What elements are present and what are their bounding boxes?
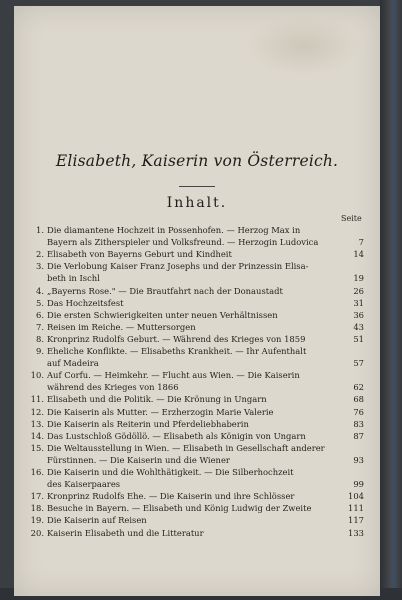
toc-entry (14, 406, 380, 418)
toc-entry-line: Die Kaiserin als Reiterin und Pferdeliebhaberin (47, 418, 249, 429)
toc-entry-line: beth in Ischl (47, 273, 100, 284)
toc-entry-line: Kaiserin Elisabeth und die Litteratur (47, 527, 204, 538)
toc-entry-number: 19. (30, 515, 44, 526)
book-title: Elisabeth, Kaiserin von Österreich. (55, 152, 339, 170)
toc-entry-number: 14. (30, 430, 44, 441)
toc-entry-line: Bayern als Zitherspieler und Volksfreund. — Herzogin Ludovica (47, 237, 319, 248)
toc-entry-line: des Kaiserpaares (47, 479, 121, 490)
toc-entry-number: 4. (36, 285, 44, 296)
toc-entry-title (47, 345, 330, 369)
toc-entry-line: auf Madeira (47, 358, 99, 369)
toc-entry-page: 68 (353, 394, 364, 405)
book-page (14, 6, 380, 596)
toc-entry (14, 321, 380, 333)
toc-entry-title (47, 333, 330, 345)
toc-entry (14, 345, 380, 369)
toc-entry-title (47, 406, 330, 418)
toc-entry-line: Das Lustschloß Gödöllö. — Elisabeth als Königin von Ungarn (47, 430, 306, 441)
toc-entry-line: während des Krieges von 1866 (47, 382, 179, 393)
toc-entry-page: 117 (348, 515, 364, 526)
toc-entry (14, 430, 380, 442)
toc-entry-number: 9. (36, 346, 44, 356)
toc-entry-page: 19 (353, 273, 364, 284)
toc-entry (14, 248, 380, 260)
toc-entry-title (47, 490, 330, 502)
toc-entry (14, 285, 380, 297)
toc-entry-number: 6. (36, 309, 44, 320)
page-stain (244, 16, 364, 76)
toc-entry-title (47, 297, 330, 309)
toc-entry (14, 466, 380, 490)
toc-entry-number: 10. (30, 370, 44, 381)
toc-entry-number: 13. (30, 418, 44, 429)
toc-entry-line: Auf Corfu. — Heimkehr. — Flucht aus Wien. — Die Kaiserin (47, 370, 300, 381)
toc-entry-line: Die Kaiserin als Mutter. — Erzherzogin Marie Valerie (47, 406, 274, 417)
toc-entry-line: Eheliche Konflikte. — Elisabeths Krankheit. — Ihr Aufenthalt (47, 346, 307, 356)
toc-entry-number: 12. (30, 406, 44, 417)
toc-entry-title (47, 309, 330, 321)
toc-entry (14, 502, 380, 514)
toc-entry-number: 17. (30, 491, 44, 502)
toc-entry-line: Reisen im Reiche. — Muttersorgen (47, 321, 196, 332)
toc-entry (14, 490, 380, 502)
toc-entry-page: 43 (353, 321, 364, 332)
toc-entry-page: 111 (348, 503, 364, 514)
toc-entry (14, 224, 380, 248)
toc-entry-page: 62 (353, 382, 364, 393)
toc-entry-title (47, 430, 330, 442)
toc-entry-line: Kronprinz Rudolfs Ehe. — Die Kaiserin und ihre Schlösser (47, 491, 295, 502)
toc-entry-page: 104 (348, 491, 364, 502)
toc-entry-line: Die diamantene Hochzeit in Possenhofen. — Herzog Max in (47, 225, 301, 235)
toc-entry-number: 20. (30, 527, 44, 538)
toc-entry-line: „Bayerns Rose." — Die Brautfahrt nach der Donaustadt (47, 285, 283, 296)
toc-entry-title (47, 514, 330, 526)
toc-entry-line: Die Weltausstellung in Wien. — Elisabeth in Gesellschaft anderer (47, 442, 325, 453)
toc-entry-title (47, 224, 330, 248)
toc-entry-line: Fürstinnen. — Die Kaiserin und die Wiener (47, 454, 230, 465)
toc-entry-number: 3. (36, 261, 44, 272)
toc-entry-page: 57 (353, 358, 364, 369)
toc-entry-title (47, 369, 330, 393)
toc-entry (14, 333, 380, 345)
toc-entry-line: Besuche in Bayern. — Elisabeth und König Ludwig der Zweite (47, 503, 312, 514)
toc-entry-line: Kronprinz Rudolfs Geburt. — Während des Krieges von 1859 (47, 333, 306, 344)
toc-entry-page: 36 (353, 309, 364, 320)
toc-entry-number: 11. (30, 394, 44, 405)
toc-entry-title (47, 466, 330, 490)
toc-entry-title (47, 502, 330, 514)
toc-entry-page: 26 (353, 285, 364, 296)
toc-entry-line: Die Kaiserin auf Reisen (47, 515, 147, 526)
cover-binding-strip (391, 0, 396, 600)
toc-entry-title (47, 285, 330, 297)
toc-entry-number: 18. (30, 503, 44, 514)
toc-entry-line: Die Kaiserin und die Wohlthätigkeit. — Die Silberhochzeit (47, 467, 294, 477)
toc-entry (14, 393, 380, 405)
toc-entry-page: 76 (353, 406, 364, 417)
toc-entry-line: Elisabeth von Bayerns Geburt und Kindheit (47, 249, 232, 260)
toc-entry-page: 51 (353, 333, 364, 344)
contents-heading: Inhalt. (166, 195, 228, 211)
toc-entry-title (47, 321, 330, 333)
toc-entry-page: 99 (353, 479, 364, 490)
toc-entry-title (47, 393, 330, 405)
toc-entry-line: Elisabeth und die Politik. — Die Krönung in Ungarn (47, 394, 267, 405)
toc-entry-page: 93 (353, 454, 364, 465)
toc-entry-line: Die Verlobung Kaiser Franz Josephs und der Prinzessin Elisa- (47, 261, 309, 272)
toc-entry (14, 418, 380, 430)
toc-entry-page: 87 (353, 430, 364, 441)
toc-entry-title (47, 418, 330, 430)
title-divider (179, 186, 215, 187)
toc-entry (14, 297, 380, 309)
toc-entry-number: 7. (36, 321, 44, 332)
toc-entry-title (47, 527, 330, 539)
toc-entry (14, 260, 380, 284)
toc-entry-title (47, 260, 330, 284)
page-column-label: Seite (341, 214, 362, 223)
toc-entry-title (47, 248, 330, 260)
toc-entry-number: 2. (36, 249, 44, 260)
toc-entry-number: 8. (36, 333, 44, 344)
toc-entry-page: 133 (348, 527, 364, 538)
toc-entry-number: 15. (30, 442, 44, 453)
toc-entry (14, 442, 380, 466)
toc-entry-line: Das Hochzeitsfest (47, 297, 124, 308)
toc-entry-page: 83 (353, 418, 364, 429)
toc-entry-number: 1. (36, 225, 44, 235)
toc-entry-page: 7 (358, 237, 364, 248)
toc-entry (14, 369, 380, 393)
toc-entry-page: 31 (353, 297, 364, 308)
toc-entry (14, 527, 380, 539)
toc-entry (14, 309, 380, 321)
toc-entry (14, 514, 380, 526)
toc-entry-page: 14 (353, 249, 364, 260)
toc-entry-line: Die ersten Schwierigkeiten unter neuen Verhältnissen (47, 309, 278, 320)
toc-entry-number: 5. (36, 297, 44, 308)
toc-entry-title (47, 442, 330, 466)
toc-entry-number: 16. (30, 467, 44, 477)
book-cover-edge (380, 0, 402, 600)
